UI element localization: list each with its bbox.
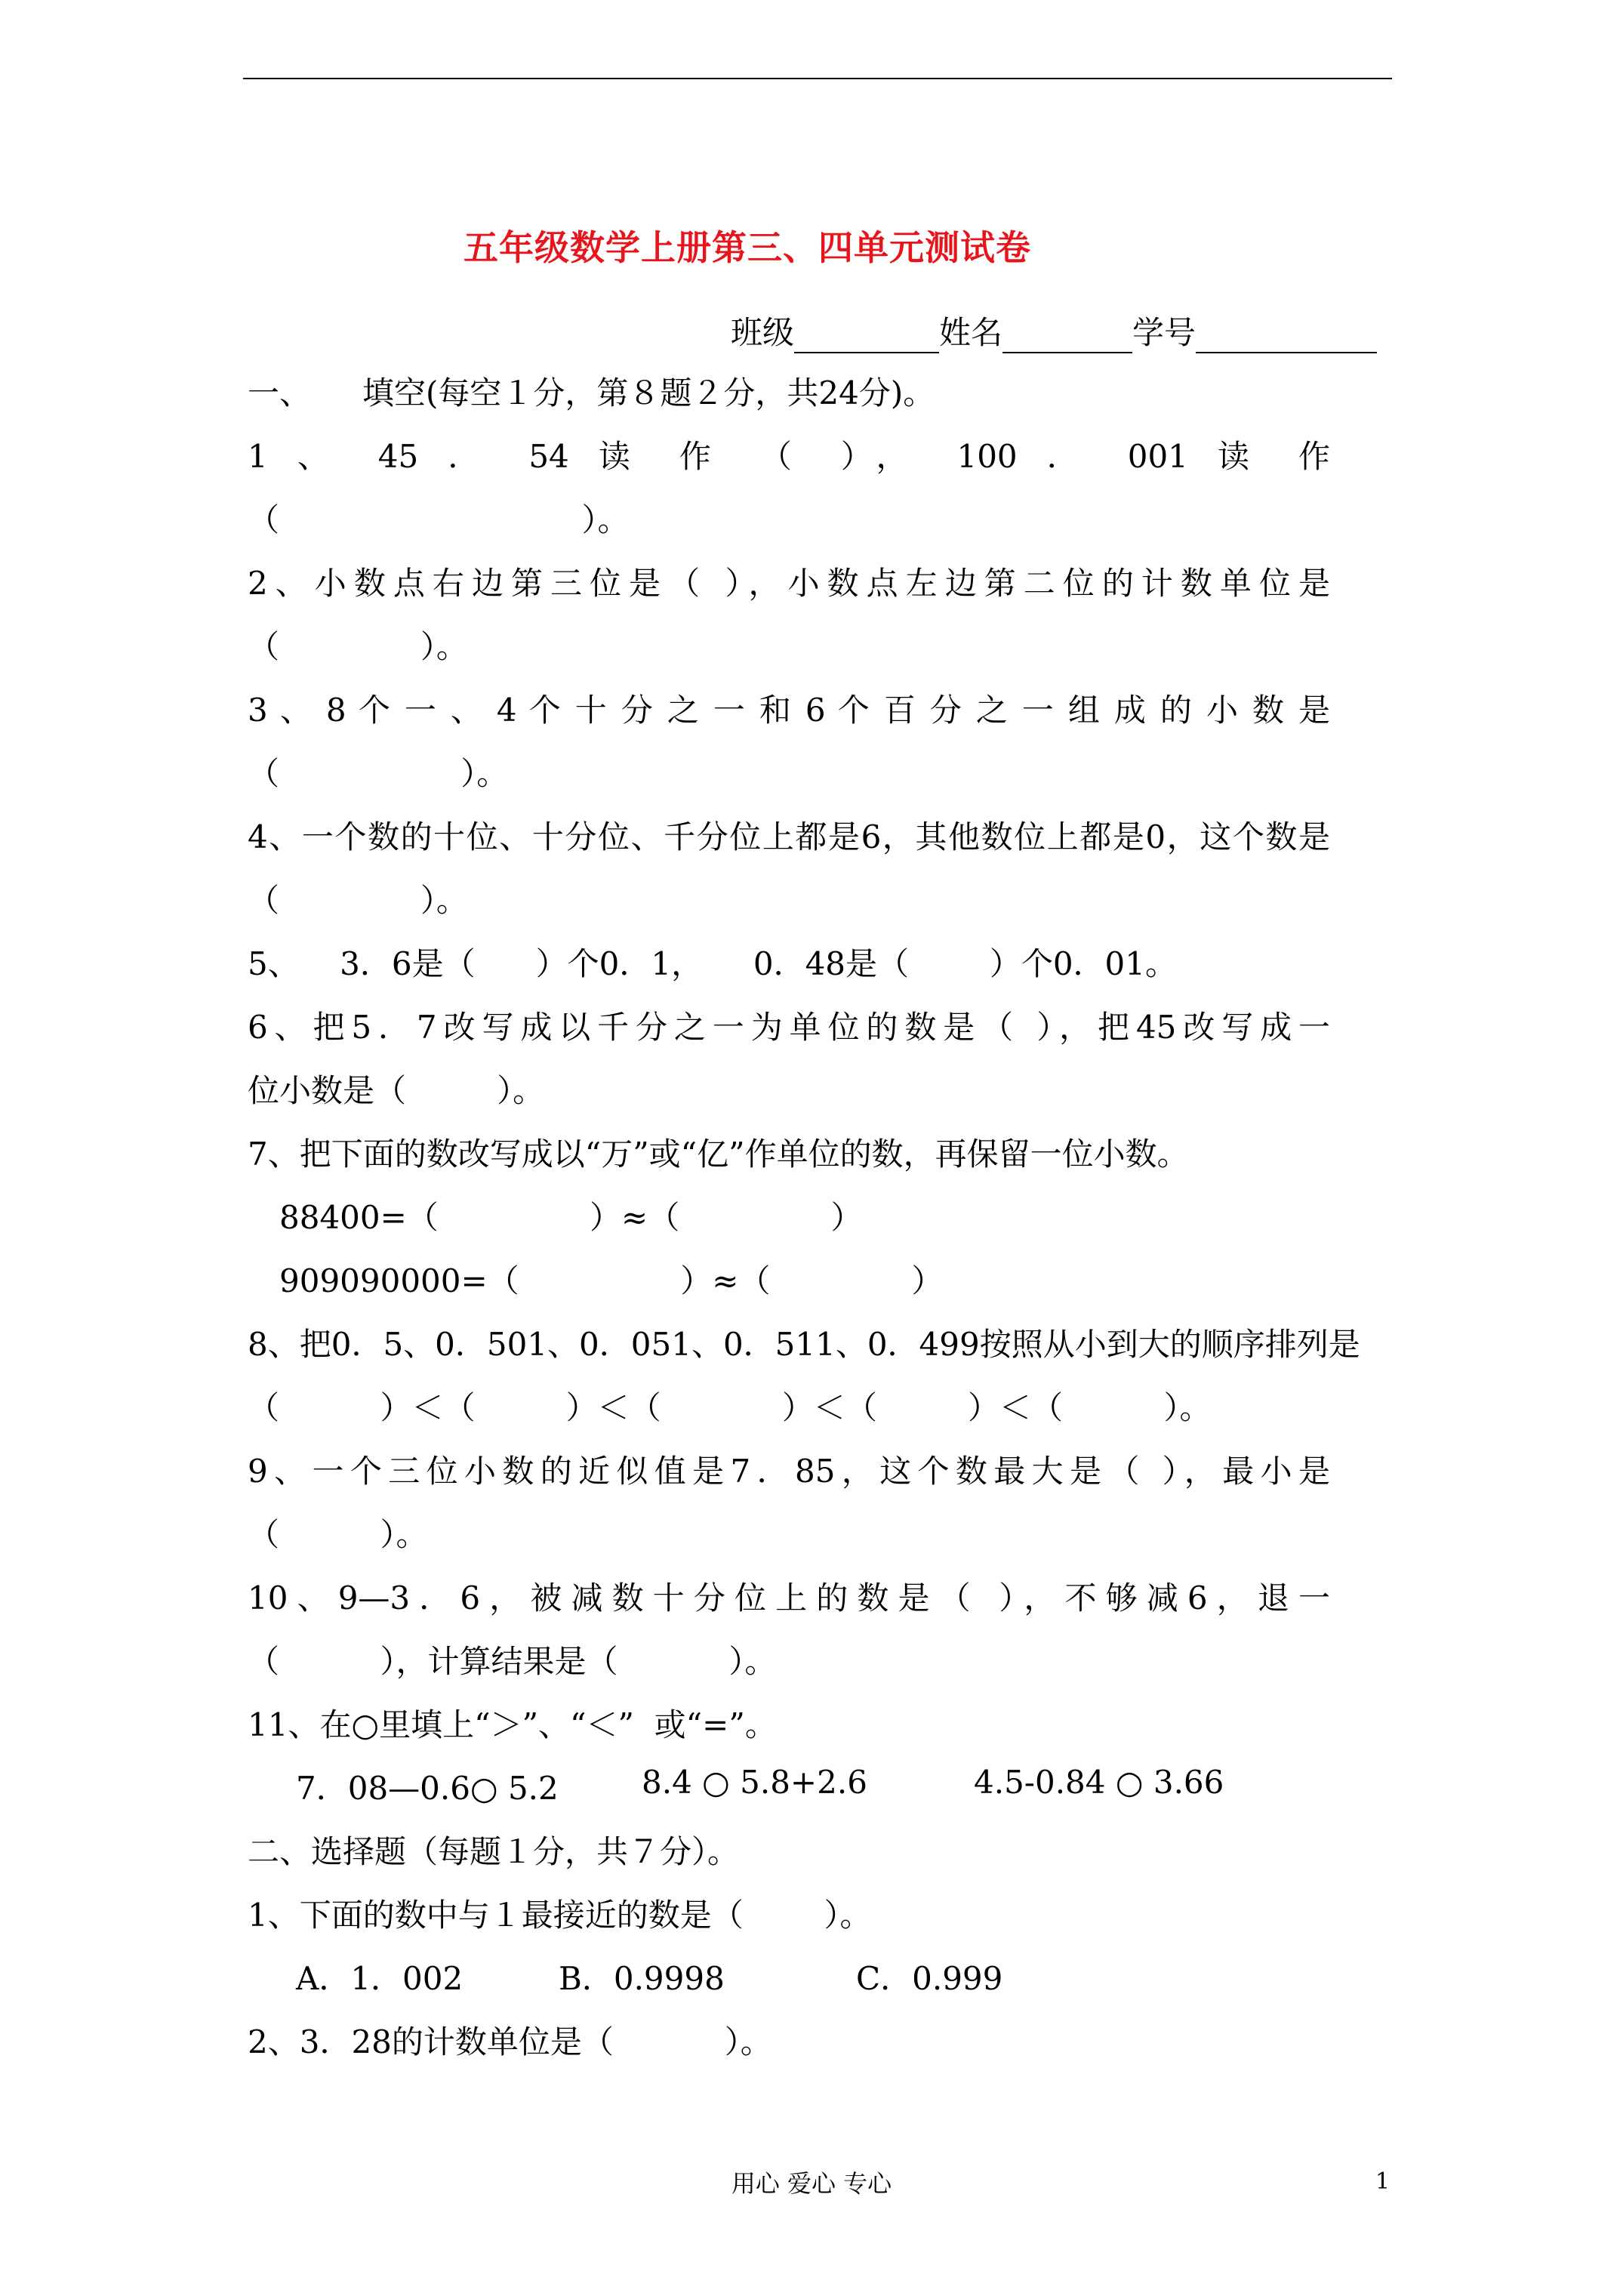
- section1-heading-number: 一、: [248, 374, 312, 411]
- class-blank[interactable]: [794, 322, 939, 353]
- question-11-item-c: 4.5-0.84 ○ 3.66: [974, 1764, 1224, 1801]
- question-11-item-b: 8.4 ○ 5.8+2.6: [642, 1764, 867, 1801]
- page-title: 五年级数学上册第三、四单元测试卷: [463, 227, 1031, 268]
- question-5: 5、 3．6是（ ）个0．1， 0．48是（ ）个0．01。: [248, 945, 1178, 982]
- name-label: 姓名: [939, 314, 1003, 351]
- choice-1-option-a: A．1．002: [296, 1960, 463, 1997]
- question-4-line-1: 4、一个数的十位、十分位、千分位上都是6，其他数位上都是0，这个数是: [248, 818, 1330, 855]
- question-7-item-1: 88400=（ ）≈（ ）: [279, 1199, 863, 1236]
- question-10-line-1: 10、9—3．6，被减数十分位上的数是（ ），不够减6，退一: [248, 1579, 1330, 1616]
- question-9-line-2: （ ）。: [248, 1516, 428, 1553]
- question-11-item-a: 7．08—0.6○ 5.2: [296, 1770, 559, 1807]
- question-7-item-2: 909090000=（ ）≈（ ）: [279, 1262, 944, 1299]
- section2-heading: 二、选择题（每题１分，共７分）。: [248, 1833, 740, 1870]
- question-9-line-1: 9、一个三位小数的近似值是7．85，这个数最大是（ ），最小是: [248, 1453, 1330, 1490]
- choice-1-option-b: B．0.9998: [559, 1960, 725, 1997]
- question-11: 11、在○里填上“＞”、“＜” 或“=”。: [248, 1706, 777, 1743]
- question-3-line-1: 3 、 8 个 一 、 4 个 十 分 之 一 和 6 个 百 分 之 一 组 成 的 小 数 是: [248, 692, 1330, 729]
- question-3-line-2: （ ）。: [248, 755, 509, 792]
- question-2-line-2: （ ）。: [248, 628, 468, 665]
- question-8-line-1: 8、把0．5、0．501、0．051、0．511、0．499按照从小到大的顺序排列是: [248, 1326, 1360, 1363]
- choice-question-2: 2、3．28的计数单位是（ ）。: [248, 2023, 772, 2060]
- question-1-line-1: 1 、 45 ． 54 读 作 （ ）， 100 ． 001 读 作: [248, 438, 1330, 475]
- choice-1-option-c: C．0.999: [856, 1960, 1003, 1997]
- question-7: 7、把下面的数改写成以“万”或“亿”作单位的数，再保留一位小数。: [248, 1136, 1189, 1173]
- choice-question-1: 1、下面的数中与１最接近的数是（ ）。: [248, 1897, 872, 1934]
- page-footer: 用心 爱心 专心: [731, 2169, 892, 2198]
- question-2-line-1: 2、小数点右边第三位是（ ），小数点左边第二位的计数单位是: [248, 565, 1330, 602]
- page-number: 1: [1375, 2168, 1390, 2195]
- question-8-line-2: （ ）＜（ ）＜（ ）＜（ ）＜（ ）。: [248, 1389, 1212, 1426]
- top-rule: [243, 78, 1392, 79]
- id-label: 学号: [1132, 314, 1196, 351]
- section1-heading: 填空(每空１分，第８题２分，共24分)。: [362, 374, 935, 411]
- id-blank[interactable]: [1196, 322, 1377, 353]
- question-4-line-2: （ ）。: [248, 882, 468, 919]
- question-1-line-2: （ ）。: [248, 501, 630, 538]
- question-10-line-2: （ ），计算结果是（ ）。: [248, 1643, 777, 1680]
- name-blank[interactable]: [1002, 322, 1132, 353]
- class-label: 班级: [731, 314, 795, 351]
- question-6-line-2: 位小数是（ ）。: [248, 1072, 545, 1109]
- question-6-line-1: 6、把5．7改写成以千分之一为单位的数是（ ），把45改写成一: [248, 1009, 1330, 1046]
- student-info-line: [731, 308, 1377, 353]
